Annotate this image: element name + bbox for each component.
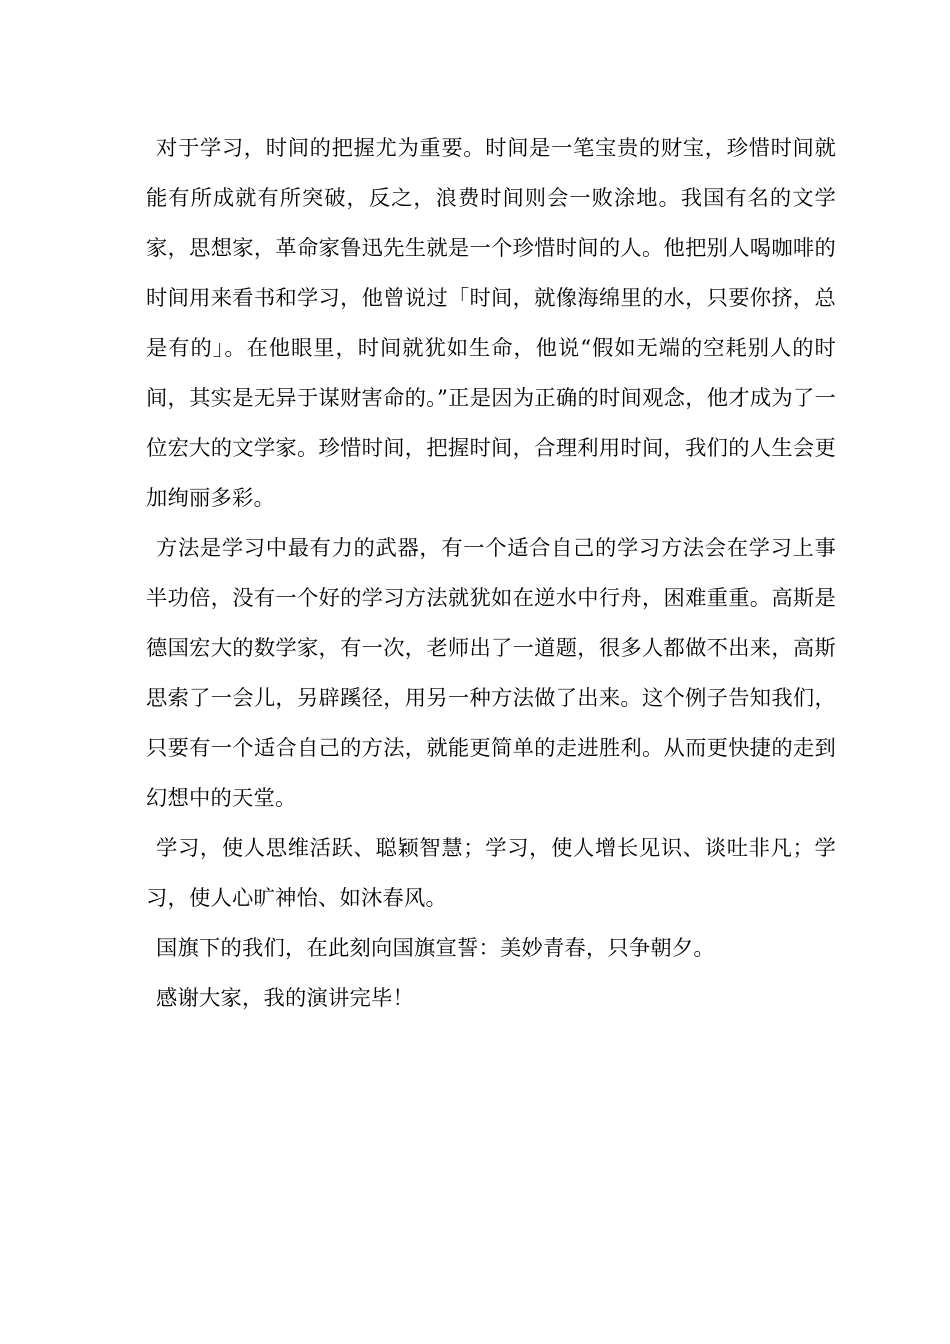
paragraph-method: 方法是学习中最有力的武器，有一个适合自己的学习方法会在学习上事半功倍，没有一个好的学习方法就犹如在逆水中行舟，困难重重。高斯是德国宏大的数学家，有一次，老师出了一道题，很多人都做不出来，高斯思索了一会儿，另辟蹊径，用另一种方法做了出来。这个例子告知我们，只要有一个适合自己的方法，就能更简单的走进胜利。从而更快捷的走到幻想中的天堂。	[146, 536, 836, 811]
document-body	[146, 124, 836, 1024]
paragraph-thanks: 感谢大家，我的演讲完毕！	[156, 986, 414, 1011]
paragraph-oath: 国旗下的我们，在此刻向国旗宣誓：美妙青春，只争朝夕。	[156, 936, 715, 961]
paragraph-learning: 学习，使人思维活跃、聪颖智慧；学习，使人增长见识、谈吐非凡；学习，使人心旷神怡、如沐春风。	[146, 836, 836, 911]
paragraph-time: 对于学习，时间的把握尤为重要。时间是一笔宝贵的财宝，珍惜时间就能有所成就有所突破，反之，浪费时间则会一败涂地。我国有名的文学家，思想家，革命家鲁迅先生就是一个珍惜时间的人。他把别人喝咖啡的时间用来看书和学习，他曾说过「时间，就像海绵里的水，只要你挤，总是有的」。在他眼里，时间就犹如生命，他说“假如无端的空耗别人的时间，其实是无异于谋财害命的。”正是因为正确的时间观念，他才成为了一位宏大的文学家。珍惜时间，把握时间，合理利用时间，我们的人生会更加绚丽多彩。	[146, 136, 836, 511]
